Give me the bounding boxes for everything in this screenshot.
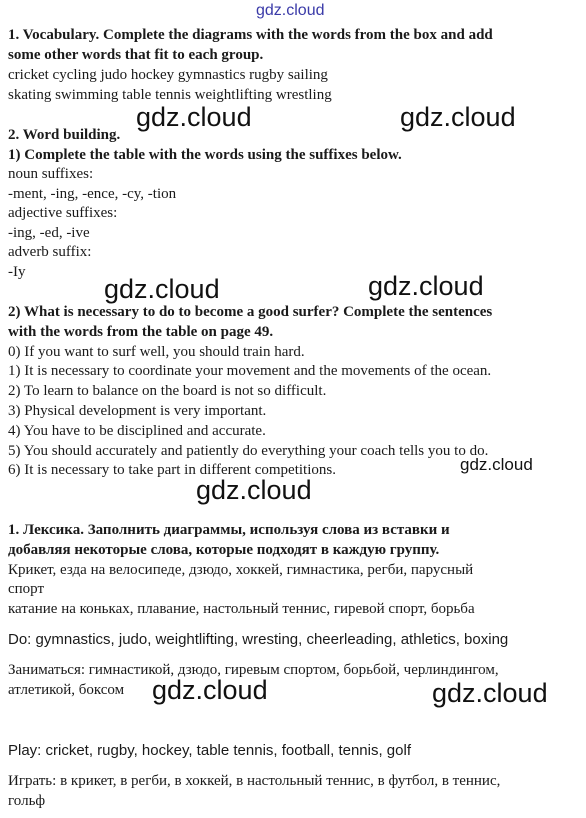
section1-heading-line1: 1. Vocabulary. Complete the diagrams with the words from the box and add: [8, 27, 493, 43]
watermark-top: gdz.cloud: [256, 2, 325, 19]
sentence-6: 6) It is necessary to take part in different competitions.: [8, 462, 336, 478]
section1-heading-line2: some other words that fit to each group.: [8, 47, 264, 63]
section1-words-line1: cricket cycling judo hockey gymnastics rugby sailing: [8, 67, 328, 83]
sentence-5: 5) You should accurately and patiently do everything your coach tells you to do.: [8, 443, 489, 459]
adverb-suffix: -Iy: [8, 264, 26, 280]
watermark: gdz.cloud: [460, 455, 533, 474]
translation-heading-line2: добавляя некоторые слова, которые подходят в каждую группу.: [8, 542, 440, 558]
do-english: Do: gymnastics, judo, weightlifting, wresting, cheerleading, athletics, boxing: [8, 631, 509, 648]
watermark: gdz.cloud: [432, 678, 548, 708]
watermark: gdz.cloud: [368, 271, 484, 301]
play-russian-line1: Играть: в крикет, в регби, в хоккей, в настольный теннис, в футбол, в теннис,: [8, 773, 501, 789]
watermark: gdz.cloud: [136, 102, 252, 132]
play-russian-line2: гольф: [8, 793, 46, 809]
do-russian-line2: атлетикой, боксом: [8, 682, 125, 698]
translation-heading-line1: 1. Лексика. Заполнить диаграммы, используя слова из вставки и: [8, 522, 450, 538]
section2-task2-line2: with the words from the table on page 49.: [8, 324, 274, 340]
sentence-0: 0) If you want to surf well, you should train hard.: [8, 344, 305, 360]
noun-suffixes: -ment, -ing, -ence, -cy, -tion: [8, 186, 177, 202]
adjective-suffixes-label: adjective suffixes:: [8, 205, 118, 221]
watermark: gdz.cloud: [400, 102, 516, 132]
section2-task1: 1) Complete the table with the words using the suffixes below.: [8, 147, 402, 163]
section2-task2-line1: 2) What is necessary to do to become a good surfer? Complete the sentences: [8, 304, 493, 320]
noun-suffixes-label: noun suffixes:: [8, 166, 94, 182]
translation-words-line1: Крикет, езда на велосипеде, дзюдо, хоккей, гимнастика, регби, парусный: [8, 562, 474, 578]
watermark: gdz.cloud: [104, 274, 220, 304]
translation-words-line3: катание на коньках, плавание, настольный теннис, гиревой спорт, борьба: [8, 601, 475, 617]
sentence-3: 3) Physical development is very important.: [8, 403, 267, 419]
watermark: gdz.cloud: [196, 475, 312, 505]
watermark: gdz.cloud: [152, 675, 268, 705]
sentence-1: 1) It is necessary to coordinate your movement and the movements of the ocean.: [8, 363, 492, 379]
section1-words-line2: skating swimming table tennis weightlifting wrestling: [8, 87, 332, 103]
translation-words-line2: спорт: [8, 581, 45, 597]
adjective-suffixes: -ing, -ed, -ive: [8, 225, 90, 241]
adverb-suffix-label: adverb suffix:: [8, 244, 92, 260]
do-russian-line1: Заниматься: гимнастикой, дзюдо, гиревым спортом, борьбой, черлиндингом,: [8, 662, 499, 678]
sentence-4: 4) You have to be disciplined and accurate.: [8, 423, 266, 439]
sentence-2: 2) To learn to balance on the board is not so difficult.: [8, 383, 327, 399]
play-english: Play: cricket, rugby, hockey, table tennis, football, tennis, golf: [8, 742, 411, 759]
section2-heading: 2. Word building.: [8, 127, 121, 143]
